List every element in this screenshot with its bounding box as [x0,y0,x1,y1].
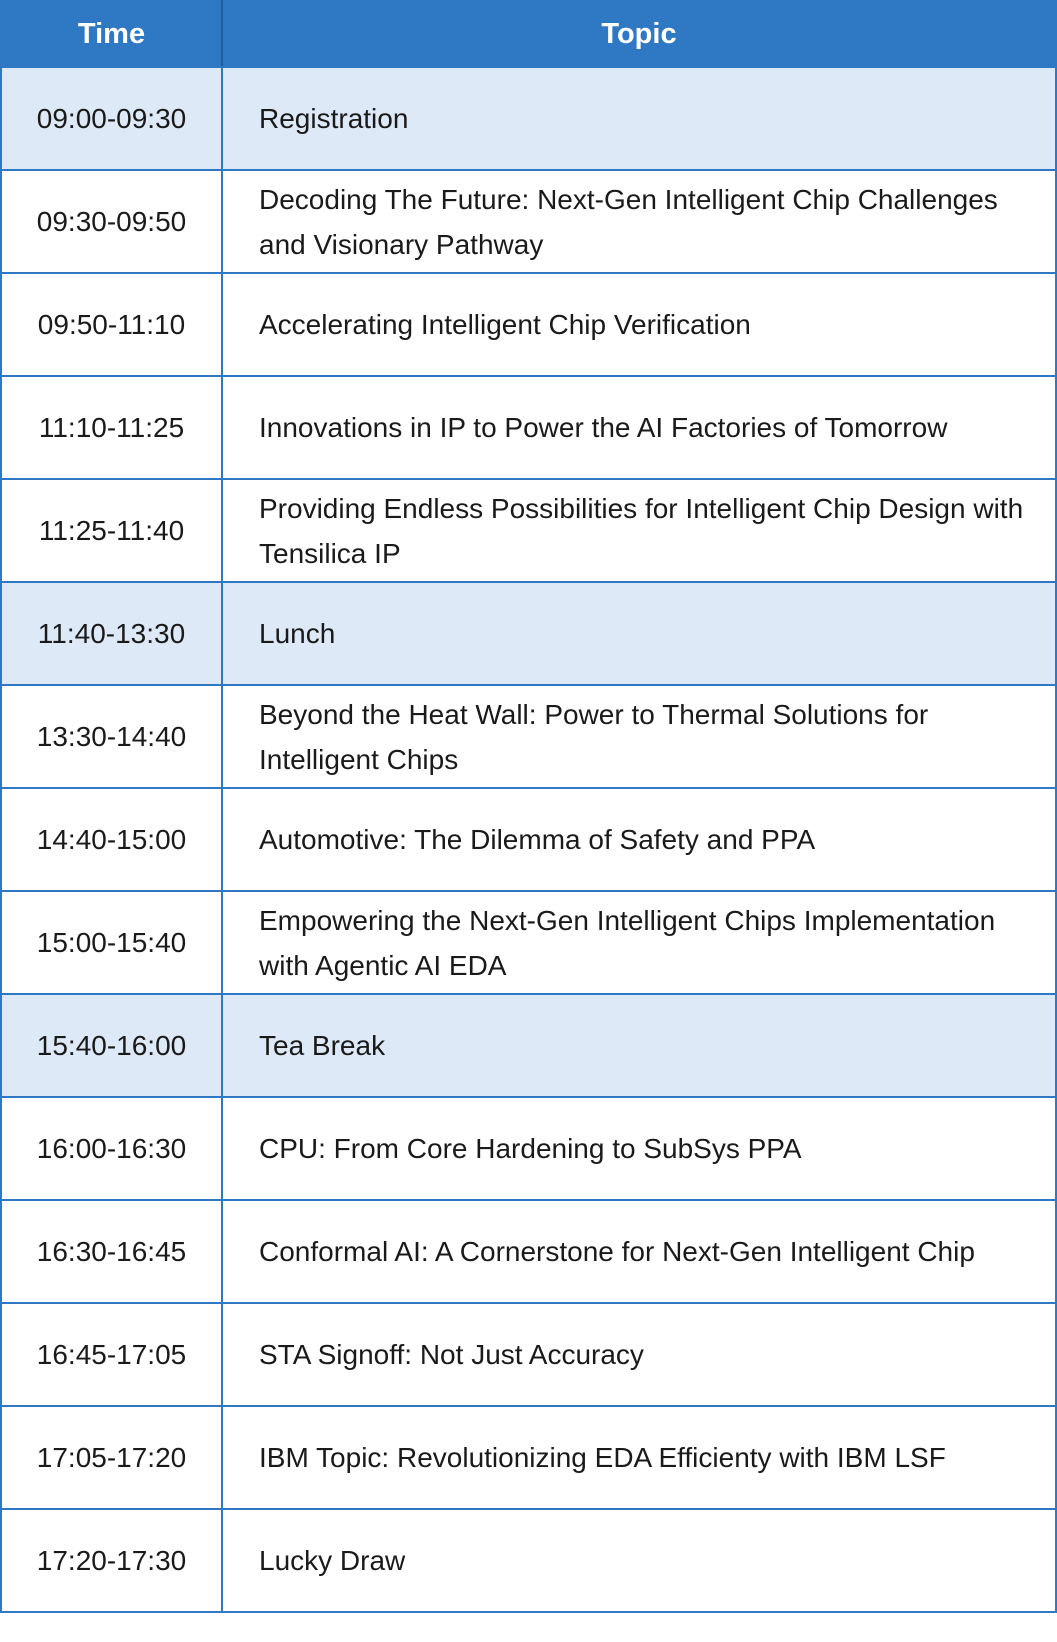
topic-cell: Conformal AI: A Cornerstone for Next-Gen Intelligent Chip [222,1200,1056,1303]
time-cell: 11:40-13:30 [1,582,222,685]
column-header-time: Time [1,1,222,67]
time-cell: 11:10-11:25 [1,376,222,479]
time-cell: 15:00-15:40 [1,891,222,994]
topic-cell: Accelerating Intelligent Chip Verification [222,273,1056,376]
time-cell: 09:30-09:50 [1,170,222,273]
table-row-break [1,582,1056,685]
topic-cell: Decoding The Future: Next-Gen Intelligent Chip Challenges and Visionary Pathway [222,170,1056,273]
topic-cell: CPU: From Core Hardening to SubSys PPA [222,1097,1056,1200]
table-row [1,1097,1056,1200]
topic-cell: Beyond the Heat Wall: Power to Thermal Solutions for Intelligent Chips [222,685,1056,788]
topic-cell: Lucky Draw [222,1509,1056,1612]
table-row [1,1406,1056,1509]
topic-cell: Tea Break [222,994,1056,1097]
time-cell: 16:00-16:30 [1,1097,222,1200]
topic-cell: Providing Endless Possibilities for Intelligent Chip Design with Tensilica IP [222,479,1056,582]
table-row [1,891,1056,994]
topic-cell: Empowering the Next-Gen Intelligent Chips Implementation with Agentic AI EDA [222,891,1056,994]
topic-cell: Registration [222,67,1056,170]
header-row [1,1,1056,67]
table-row [1,1509,1056,1612]
table-row-break [1,994,1056,1097]
agenda-table-body [1,67,1056,1612]
time-cell: 15:40-16:00 [1,994,222,1097]
topic-cell: Lunch [222,582,1056,685]
time-cell: 16:30-16:45 [1,1200,222,1303]
table-row [1,479,1056,582]
table-row [1,273,1056,376]
topic-cell: IBM Topic: Revolutionizing EDA Efficienty with IBM LSF [222,1406,1056,1509]
time-cell: 11:25-11:40 [1,479,222,582]
table-row [1,1303,1056,1406]
table-row-break [1,67,1056,170]
time-cell: 13:30-14:40 [1,685,222,788]
time-cell: 17:20-17:30 [1,1509,222,1612]
table-row [1,685,1056,788]
time-cell: 17:05-17:20 [1,1406,222,1509]
table-row [1,1200,1056,1303]
topic-cell: Innovations in IP to Power the AI Factories of Tomorrow [222,376,1056,479]
time-cell: 14:40-15:00 [1,788,222,891]
table-row [1,376,1056,479]
time-cell: 16:45-17:05 [1,1303,222,1406]
column-header-topic: Topic [222,1,1056,67]
time-cell: 09:50-11:10 [1,273,222,376]
table-row [1,170,1056,273]
table-row [1,788,1056,891]
agenda-table-header [1,1,1056,67]
time-cell: 09:00-09:30 [1,67,222,170]
topic-cell: STA Signoff: Not Just Accuracy [222,1303,1056,1406]
topic-cell: Automotive: The Dilemma of Safety and PPA [222,788,1056,891]
